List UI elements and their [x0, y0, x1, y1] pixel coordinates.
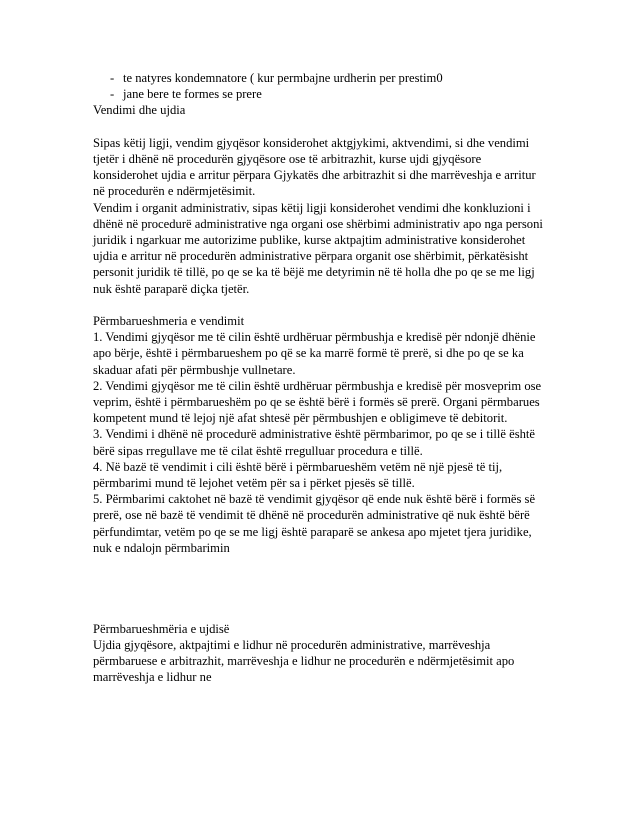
spacer	[93, 556, 545, 621]
bullet-text: jane bere te formes se prere	[123, 87, 262, 102]
paragraph: Sipas këtij ligji, vendim gjyqësor konsiderohet aktgjykimi, aktvendimi, si dhe vendimi tjetër i dhënë në procedurën gjyqësore ose të arbitrazhit, kurse ujdi gjyqësore konsiderohet ujdia e arritur përpara Gjykatës dhe arbitrazhit si dhe marrëveshja e arritur në procedurën e ndërmjetësimit.	[93, 135, 536, 199]
spacer	[93, 297, 545, 313]
document-content	[93, 70, 545, 686]
section-heading-permbarueshmeria-ujdise: Përmbarueshmëria e ujdisë	[93, 621, 230, 636]
bullet-text: te natyres kondemnatore ( kur permbajne urdherin per prestim0	[123, 71, 443, 85]
bullet-marker: -	[110, 71, 115, 85]
numbered-item: 5. Përmbarimi caktohet në bazë të vendimit gjyqësor që ende nuk është bërë i formës së prerë, ose në bazë të vendimit të dhënë në procedurën administrative që nuk është bërë përfundimtar, vetëm po qe se me ligj është paraparë se ankesa apo mjetet tjera juridike, nuk e ndalojn përmbarimin	[93, 492, 536, 555]
section-heading-vendimi-ujdia: Vendimi dhe ujdia	[93, 103, 186, 118]
numbered-item: 2. Vendimi gjyqësor me të cilin është urdhëruar përmbushja e kredisë për mosveprim ose veprim, është i përmbarueshëm po qe se është bërë i formës së prerë. Organi përmbarues kompetent mund të lejoj një afat shtesë për përmbushjen e obligimeve të debitorit.	[93, 378, 542, 426]
bullet-marker: -	[110, 87, 115, 102]
numbered-item: 3. Vendimi i dhënë në procedurë administrative është përmbarimor, po qe se i tillë është bërë sipas rregullave me të cilat është rregulluar procedura e tillë.	[93, 427, 536, 458]
numbered-item: 4. Në bazë të vendimit i cili është bërë i përmbarueshëm vetëm në një pjesë të tij, përmbarimi mund të lejohet vetëm për sa i përket pjesës së tillë.	[93, 459, 503, 491]
section-heading-permbarueshmeria-vendimit: Përmbarueshmeria e vendimit	[93, 314, 245, 329]
bullet-list	[93, 70, 545, 102]
paragraph: Vendim i organit administrativ, sipas këtij ligji konsiderohet vendimi dhe konkluzioni i dhënë në procedurë administrative nga organi ose shërbimi administrativ apo nga personi juridik i ngarkuar me autorizime publike, kurse aktpajtim administrative konsiderohet ujdia e arritur në procedurën administrative përpara organit ose shërbimit, përkatësisht personit juridik të tillë, po qe se ka të bëjë me detyrimin në të holla dhe po qe se me ligj nuk është paraparë diçka tjetër.	[93, 200, 543, 296]
spacer	[93, 119, 545, 135]
bullet-item	[93, 86, 545, 102]
numbered-item: 1. Vendimi gjyqësor me të cilin është urdhëruar përmbushja e kredisë për ndonjë dhënie apo bërje, është i përmbarueshem po që se ka marrë formë të prerë, si dhe po qe se ka skaduar afati për përmbushje vullnetare.	[93, 330, 536, 377]
paragraph: Ujdia gjyqësore, aktpajtimi e lidhur në procedurën administrative, marrëveshja përmbaruese e arbitrazhit, marrëveshja e lidhur ne procedurën e ndërmjetësimit apo marrëveshja e lidhur ne	[93, 638, 515, 685]
bullet-item	[93, 70, 545, 86]
